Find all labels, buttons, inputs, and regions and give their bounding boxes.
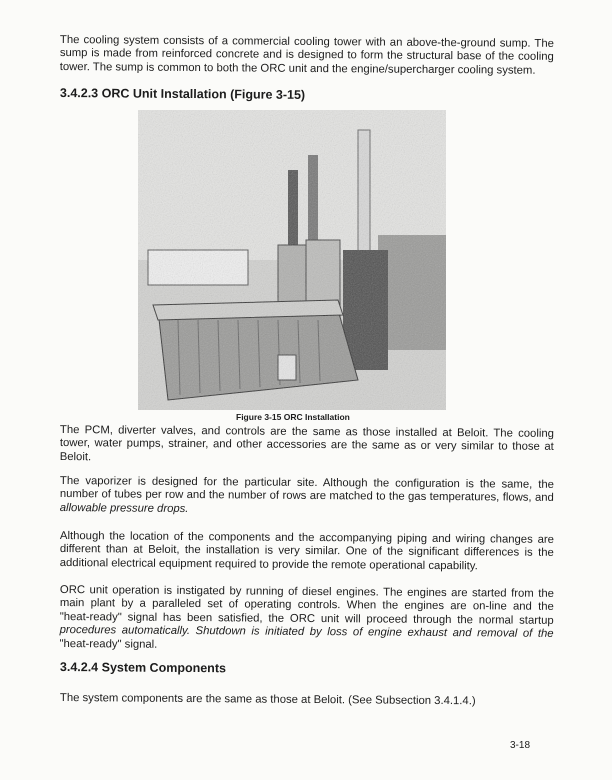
section-heading-orc-installation: 3.4.2.3 ORC Unit Installation (Figure 3-15) [59, 86, 306, 102]
paragraph-orc-operation [59, 584, 554, 655]
section-heading-system-components: 3.4.2.4 System Components [59, 660, 227, 676]
paragraph-system-components [60, 692, 554, 709]
text-line: The cooling system consists of a commercial cooling tower with an above-the-ground sump. The [59, 34, 554, 50]
text-line: Beloit. [59, 450, 92, 464]
text-line: procedures automatically. Shutdown is initiated by loss of engine exhaust and removal of the [59, 624, 554, 641]
text-line: allowable pressure drops. [59, 501, 189, 515]
page-number: 3-18 [510, 740, 531, 751]
text-line: Although the location of the components and the accompanying piping and wiring changes are [59, 530, 554, 546]
paragraph-cooling-system [60, 34, 554, 78]
paragraph-pcm [60, 424, 554, 468]
text-line: The PCM, diverter valves, and controls are the same as those installed at Beloit. The cooling [59, 424, 554, 440]
paragraph-vaporizer [60, 475, 554, 519]
text-line: ORC unit operation is instigated by running of diesel engines. The engines are started from the [59, 584, 554, 600]
text-line: tower, water pumps, strainer, and other accessories are the same as or very similar to those at [59, 437, 554, 454]
text-line: The system components are the same as those at Beloit. (See Subsection 3.4.1.4.) [59, 692, 476, 708]
text-line: The vaporizer is designed for the particular site. Although the configuration is the same, the [59, 475, 554, 491]
text-line: tower. The sump is common to both the ORC unit and the engine/supercharger cooling system. [59, 60, 536, 77]
text-line: different than at Beloit, the installation is very similar. One of the significant differences is the [59, 543, 554, 560]
figure-photo-orc-installation [138, 110, 446, 410]
text-line: "heat-ready" signal. [59, 637, 158, 651]
text-line: "heat-ready" signal has been satisfied, the ORC unit will proceed through the normal startup [59, 610, 554, 627]
paragraph-location [60, 530, 554, 574]
text-line: number of tubes per row and the number of rows are matched to the gas temperatures, flows, and [59, 488, 554, 505]
text-line: main plant by a paralleled set of operating controls. When the engines are on-line and the [59, 597, 554, 614]
text-line: sump is made from reinforced concrete and is designed to form the structural base of the cooling [59, 47, 554, 64]
figure-caption: Figure 3-15 ORC Installation [236, 412, 350, 422]
text-line: additional electrical equipment required to provide the remote operational capability. [59, 556, 478, 573]
